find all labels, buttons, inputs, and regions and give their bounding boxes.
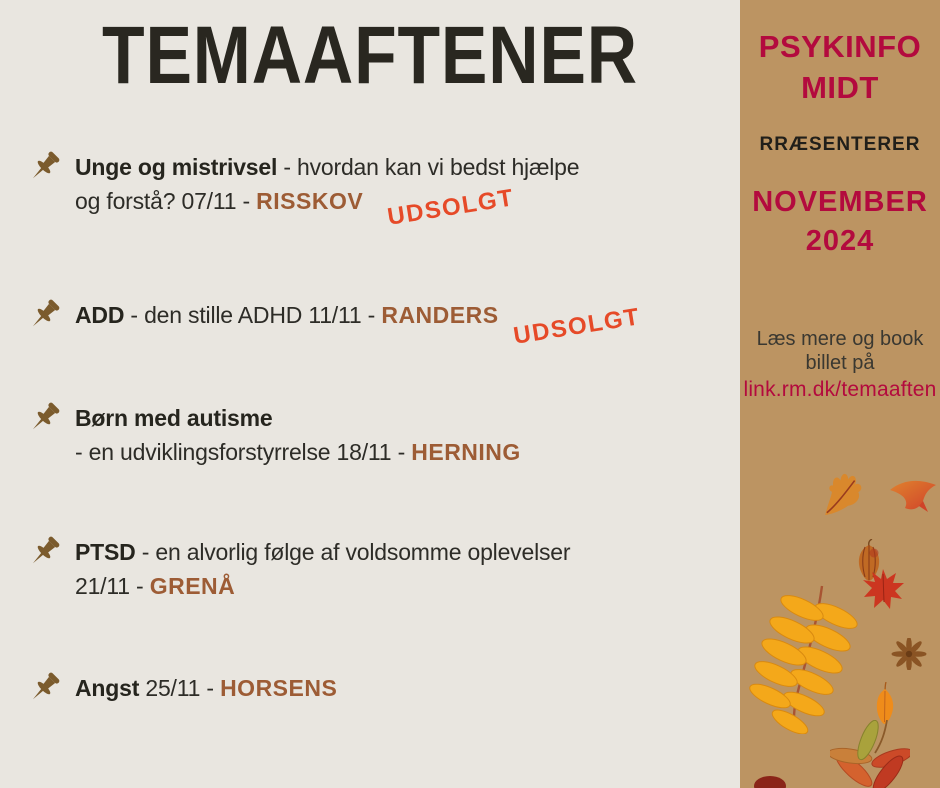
event-title: ADD bbox=[75, 302, 125, 328]
event-location: GRENÅ bbox=[149, 573, 236, 599]
event-title: Børn med autisme bbox=[75, 405, 273, 431]
pushpin-icon bbox=[26, 297, 62, 342]
event-item-ptsd bbox=[26, 535, 570, 603]
event-location: HORSENS bbox=[220, 675, 338, 701]
month-year: NOVEMBER 2024 bbox=[752, 186, 928, 257]
pushpin-icon bbox=[26, 534, 62, 579]
event-title: PTSD bbox=[75, 539, 136, 565]
brand-name: PSYKINFO MIDT bbox=[758, 29, 922, 105]
event-text: Børn med autisme - en udviklingsforstyrrelse 18/11 - HERNING bbox=[75, 405, 521, 465]
rowan-leaf-image bbox=[748, 584, 860, 734]
red-leaf-image bbox=[888, 478, 940, 516]
event-item-unge-og-mistrivsel bbox=[26, 150, 580, 231]
event-text: Angst 25/11 - HORSENS bbox=[75, 675, 338, 701]
booking-link[interactable]: link.rm.dk/temaaften bbox=[743, 378, 937, 401]
event-location: RANDERS bbox=[381, 302, 499, 328]
event-title: Unge og mistrivsel bbox=[75, 154, 278, 180]
oak-leaf-image bbox=[816, 464, 874, 518]
pushpin-icon bbox=[26, 149, 62, 194]
event-text: ADD - den stille ADHD 11/11 - RANDERS UDSOLGT bbox=[75, 298, 640, 333]
sold-out-stamp: UDSOLGT bbox=[385, 184, 517, 231]
event-title: Angst bbox=[75, 675, 140, 701]
creeper-leaf-image bbox=[830, 720, 910, 788]
event-text: PTSD - en alvorlig følge af voldsomme oplevelser 21/11 - GRENÅ bbox=[75, 539, 571, 599]
event-location: RISSKOV bbox=[256, 188, 364, 214]
sold-out-stamp: UDSOLGT bbox=[511, 303, 642, 350]
pushpin-icon bbox=[26, 670, 62, 715]
event-item-add bbox=[26, 298, 642, 350]
event-item-born-med-autisme bbox=[26, 401, 521, 469]
cta-text: Læs mere og book billet på bbox=[756, 328, 924, 374]
pushpin-icon bbox=[26, 400, 62, 445]
presents-label: RRÆSENTERER bbox=[759, 134, 921, 155]
event-item-angst bbox=[26, 671, 337, 715]
page-title: TEMAAFTENER bbox=[102, 10, 638, 101]
event-text: Unge og mistrivsel - hvordan kan vi bedst hjælpe og forstå? 07/11 - RISSKOV UDSOLGT bbox=[75, 150, 579, 219]
event-location: HERNING bbox=[411, 439, 521, 465]
maple-leaf-image bbox=[858, 568, 906, 612]
star-anise-image bbox=[890, 638, 928, 670]
clipped-leaf-image bbox=[752, 774, 788, 788]
